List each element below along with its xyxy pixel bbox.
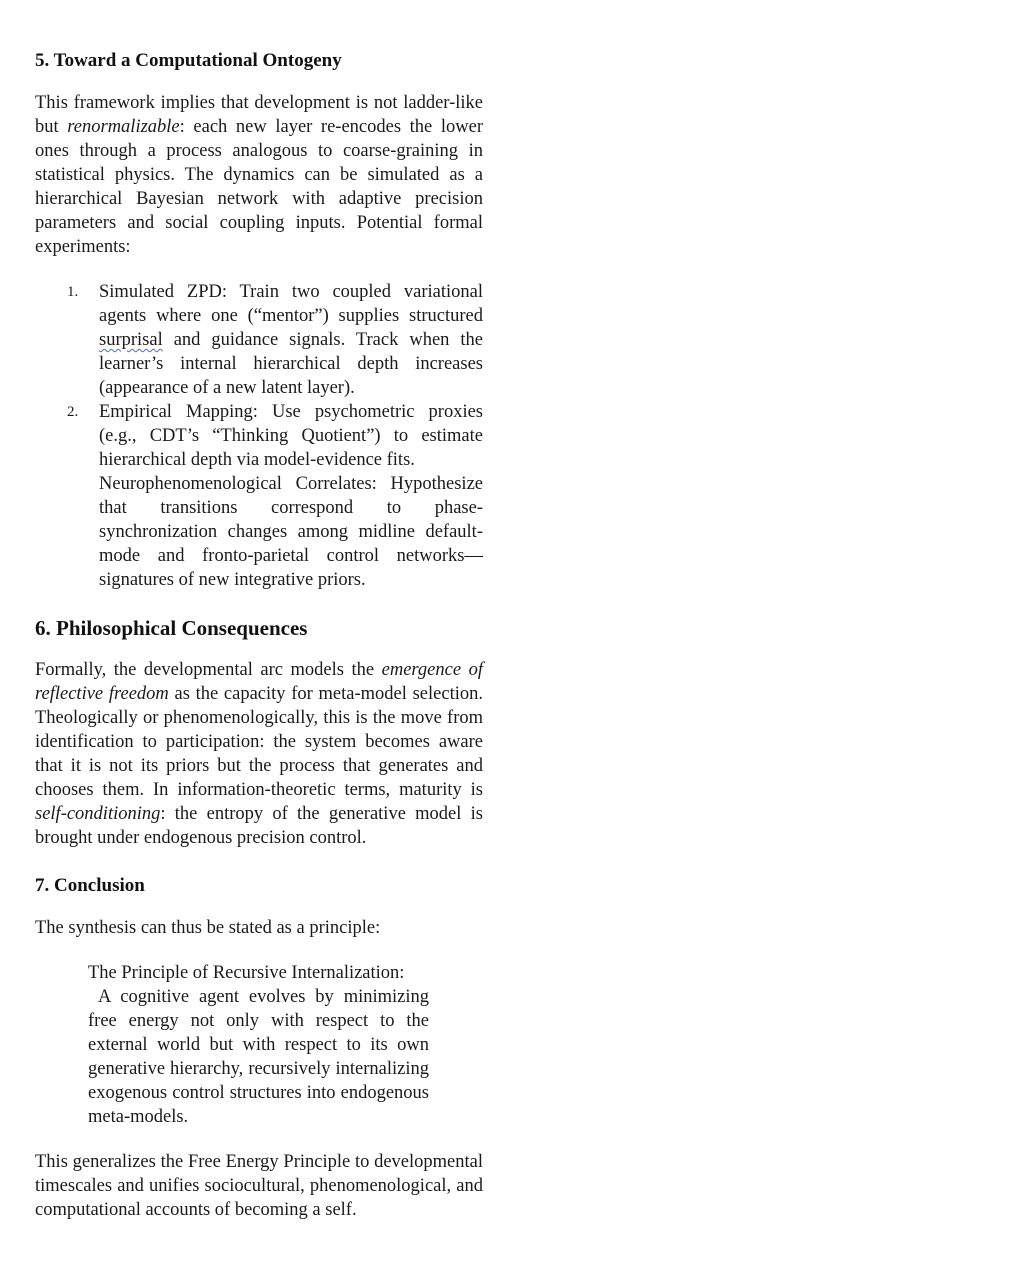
para-text-a: Formally, the developmental arc models the bbox=[35, 660, 382, 680]
principle-body: A cognitive agent evolves by minimizing free energy not only with respect to the external world but with respect to its own generative hierarchy, recursively internalizing exogenous control structures into endogenous meta-models. bbox=[88, 987, 429, 1127]
list-continuation-text: Neurophenomenological Correlates: Hypothesize that transitions correspond to phase-synchronization changes among midline default-mode and fronto-parietal control networks—signatures of new integrative priors. bbox=[99, 474, 483, 590]
section-6-paragraph bbox=[35, 658, 483, 850]
list-item bbox=[35, 400, 483, 472]
para-text-b: as the capacity for meta-model selection. Theologically or phenomenologically, this is the move from identification to participation: the system becomes aware that it is not its priors but the process that generates and chooses them. In information-theoretic terms, maturity is bbox=[35, 684, 483, 800]
para-text-c: : the entropy of the generative model is brought under endogenous precision control. bbox=[35, 804, 483, 848]
list-item-text-b: and guidance signals. Track when the learner’s internal hierarchical depth increases (appearance of a new latent layer). bbox=[99, 330, 483, 398]
intro-text-a: This framework implies that development is not ladder-like but bbox=[35, 93, 483, 137]
list-item bbox=[35, 280, 483, 400]
section-5-heading: 5. Toward a Computational Ontogeny bbox=[35, 50, 342, 71]
section-6-heading: 6. Philosophical Consequences bbox=[35, 616, 308, 640]
section-7-heading: 7. Conclusion bbox=[35, 875, 145, 896]
section-5-intro-paragraph bbox=[35, 91, 483, 259]
intro-emphasis: renormalizable bbox=[67, 117, 180, 137]
para-emphasis-2: self-conditioning bbox=[35, 804, 161, 824]
document-body bbox=[35, 46, 483, 1222]
spellcheck-flagged-word[interactable]: surprisal bbox=[99, 330, 163, 350]
list-item-number: 2. bbox=[67, 404, 79, 420]
para-emphasis-1: emergence of reflective freedom bbox=[35, 660, 483, 704]
list-item-number: 1. bbox=[67, 284, 79, 300]
section-7-lead: The synthesis can thus be stated as a principle: bbox=[35, 918, 381, 938]
experiments-list bbox=[35, 280, 483, 592]
list-item-continuation bbox=[35, 472, 483, 592]
principle-title: The Principle of Recursive Internalization: bbox=[88, 963, 405, 983]
section-7-closing: This generalizes the Free Energy Principle to developmental timescales and unifies sociocultural, phenomenological, and computational accounts of becoming a self. bbox=[35, 1152, 483, 1220]
list-item-text: Empirical Mapping: Use psychometric proxies (e.g., CDT’s “Thinking Quotient”) to estimate hierarchical depth via model-evidence fits. bbox=[99, 402, 483, 470]
principle-blockquote bbox=[88, 961, 429, 1129]
intro-text-b: : each new layer re-encodes the lower ones through a process analogous to coarse-graining in statistical physics. The dynamics can be simulated as a hierarchical Bayesian network with adaptive precision parameters and social coupling inputs. Potential formal experiments: bbox=[35, 117, 484, 257]
list-item-text-a: Simulated ZPD: Train two coupled variational agents where one (“mentor”) supplies structured bbox=[99, 282, 483, 326]
